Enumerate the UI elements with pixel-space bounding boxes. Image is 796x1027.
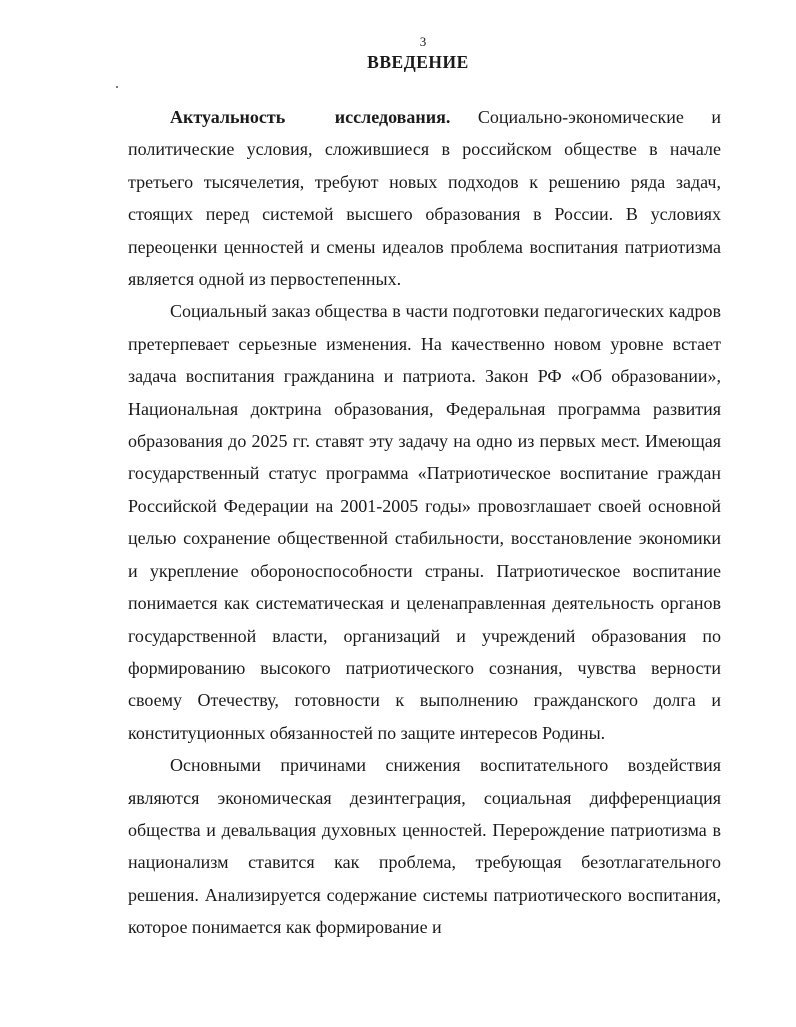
paragraph-text: Социально-экономические и политические условия, сложившиеся в российском обществе в начале третьего тысячелетия, требуют новых подходов к решению ряда задач, стоящих перед системой высшего образования в России. В условиях переоценки ценностей и смены идеалов проблема воспитания патриотизма является одной из первостепенных. xyxy=(128,107,722,290)
paragraph-causes: Основными причинами снижения воспитательного воздействия являются экономическая дезинтеграция, социальная дифференциация общества и девальвация духовных ценностей. Перерождение патриотизма в национализм ставится как проблема, требующая безотлагательного решения. Анализируется содержание системы патриотического воспитания, которое понимается как формирование и xyxy=(128,755,721,938)
body-text xyxy=(128,101,721,944)
paragraph-relevance xyxy=(128,101,721,295)
scan-speck xyxy=(116,86,118,88)
page-number: 3 xyxy=(419,34,427,49)
paragraph-social-order: Социальный заказ общества в части подготовки педагогических кадров претерпевает серьезные изменения. На качественно новом уровне встает задача воспитания гражданина и патриота. Закон РФ «Об образовании», Национальная доктрина образования, Федеральная программа развития образования до 2025 гг. ставят эту задачу на одно из первых мест. Имеющая государственный статус программа «Патриотическое воспитание граждан Российской Федерации на 2001-2005 годы» провозглашает своей основной целью сохранение общественной стабильности, восстановление экономики и укрепление обороноспособности страны. Патриотическое воспитание понимается как систематическая и целенаправленная деятельность органов государственной власти, организаций и учреждений образования по формированию высокого патриотического сознания, чувства верности своему Отечеству, готовности к выполнению гражданского долга и конституционных обязанностей по защите интересов Родины. xyxy=(128,301,721,743)
paragraph-lead: Актуальность исследования. xyxy=(170,107,451,127)
page-title: ВВЕДЕНИЕ xyxy=(367,52,469,72)
